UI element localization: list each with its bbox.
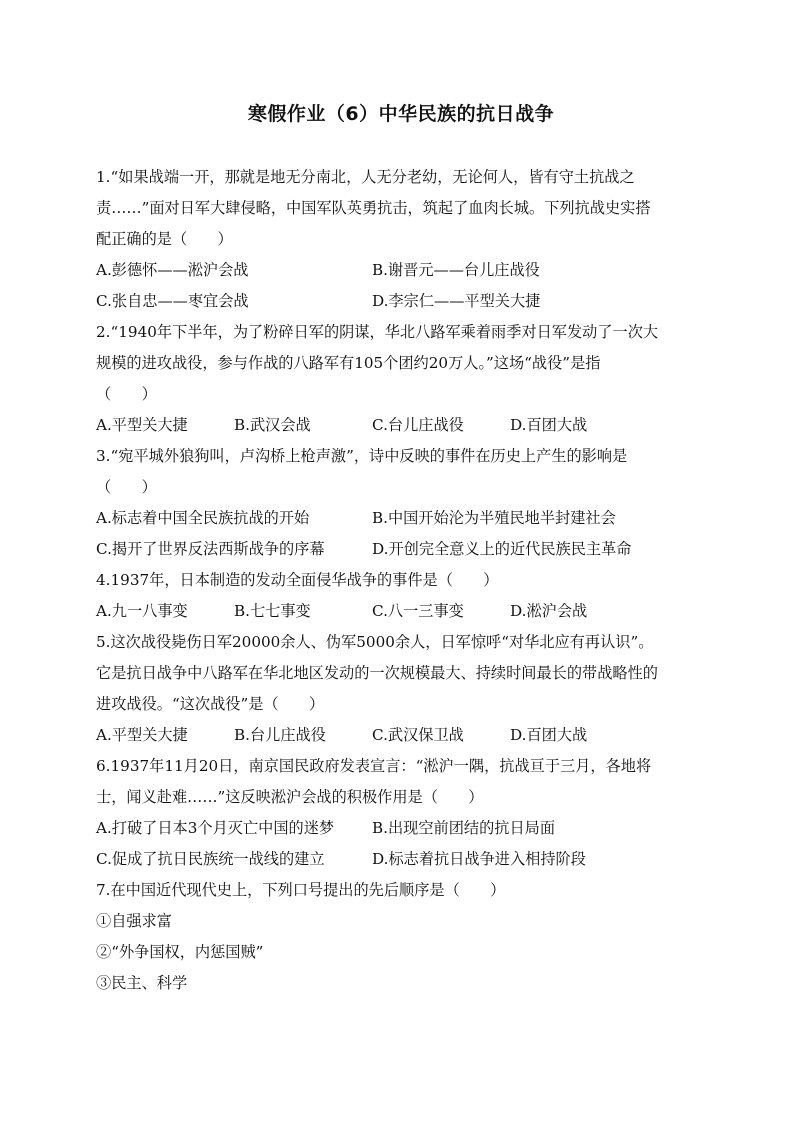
- question-4-option-a: A.九一八事变: [96, 602, 188, 620]
- question-2-stem-line-1: 2.“1940年下半年，为了粉碎日军的阴谋，华北八路军乘着雨季对日军发动了一次大: [96, 323, 659, 341]
- question-4-option-d: D.淞沪会战: [510, 602, 588, 620]
- question-5-option-c: C.武汉保卫战: [372, 726, 464, 744]
- document-page: [96, 0, 706, 1123]
- question-6-stem-line-2: 士，闻义赴难……”这反映淞沪会战的积极作用是（ ）: [96, 788, 484, 806]
- question-1-options-row-1: [96, 255, 706, 286]
- question-2-options-row: [96, 410, 706, 441]
- question-5-stem-line-1: 5.这次战役毙伤日军20000余人、伪军5000余人，日军惊呼“对华北应有再认识”。: [96, 633, 654, 651]
- question-4-options-row: [96, 596, 706, 627]
- question-3-options-row-2: [96, 534, 706, 565]
- question-5-option-a: A.平型关大捷: [96, 726, 188, 744]
- question-1-option-a: A.彭德怀——淞沪会战: [96, 261, 249, 279]
- page-title: 寒假作业（6）中华民族的抗日战争: [247, 103, 555, 125]
- question-6-options-row-2: [96, 844, 706, 875]
- question-7-item-1: ①自强求富: [96, 912, 172, 930]
- question-6-stem-line-1: 6.1937年11月20日，南京国民政府发表宣言：“淞沪一隅，抗战亘于三月，各地将: [96, 757, 652, 775]
- question-1-stem-line-3: 配正确的是（ ）: [96, 230, 233, 248]
- question-1-options-row-2: [96, 286, 706, 317]
- question-6-option-a: A.打破了日本3个月灭亡中国的迷梦: [96, 819, 335, 837]
- question-6-option-b: B.出现空前团结的抗日局面: [372, 819, 556, 837]
- question-3: [96, 441, 706, 565]
- question-7-item-3: ③民主、科学: [96, 974, 188, 992]
- question-3-option-d: D.开创完全意义上的近代民族民主革命: [372, 540, 632, 558]
- question-6: [96, 751, 706, 875]
- question-3-stem-line-1: 3.“宛平城外狼狗叫，卢沟桥上枪声激”，诗中反映的事件在历史上产生的影响是: [96, 447, 628, 465]
- question-4-option-b: B.七七事变: [234, 602, 311, 620]
- question-2-stem-line-3: （ ）: [96, 385, 157, 403]
- question-2-option-c: C.台儿庄战役: [372, 416, 464, 434]
- question-5-option-d: D.百团大战: [510, 726, 588, 744]
- question-5-option-b: B.台儿庄战役: [234, 726, 326, 744]
- question-1-stem-line-1: 1.“如果战端一开，那就是地无分南北，人无分老幼，无论何人，皆有守土抗战之: [96, 168, 635, 186]
- question-3-option-b: B.中国开始沦为半殖民地半封建社会: [372, 509, 616, 527]
- question-7-item-2: ②“外争国权，内惩国贼”: [96, 943, 264, 961]
- question-7-stem-line-1: 7.在中国近代现代史上，下列口号提出的先后顺序是（ ）: [96, 881, 506, 899]
- question-6-option-d: D.标志着抗日战争进入相持阶段: [372, 850, 586, 868]
- question-7: [96, 875, 706, 999]
- question-2: [96, 317, 706, 441]
- question-6-option-c: C.促成了抗日民族统一战线的建立: [96, 850, 325, 868]
- question-list: [96, 162, 706, 999]
- question-6-options-row-1: [96, 813, 706, 844]
- question-5-stem-line-3: 进攻战役。“这次战役”是（ ）: [96, 695, 325, 713]
- question-3-option-a: A.标志着中国全民族抗战的开始: [96, 509, 310, 527]
- question-1-stem-line-2: 责……”面对日军大肆侵略，中国军队英勇抗击，筑起了血肉长城。下列抗战史实搭: [96, 199, 651, 217]
- question-2-stem-line-2: 规模的进攻战役，参与作战的八路军有105个团约20万人。”这场“战役”是指: [96, 354, 601, 372]
- question-5: [96, 627, 706, 751]
- question-5-stem-line-2: 它是抗日战争中八路军在华北地区发动的一次规模最大、持续时间最长的带战略性的: [96, 664, 658, 682]
- question-2-option-d: D.百团大战: [510, 416, 588, 434]
- question-4: [96, 565, 706, 627]
- question-4-option-c: C.八一三事变: [372, 602, 464, 620]
- question-2-option-a: A.平型关大捷: [96, 416, 188, 434]
- question-2-option-b: B.武汉会战: [234, 416, 311, 434]
- question-1-option-b: B.谢晋元——台儿庄战役: [372, 261, 540, 279]
- question-3-stem-line-2: （ ）: [96, 478, 157, 496]
- question-3-options-row-1: [96, 503, 706, 534]
- question-1-option-d: D.李宗仁——平型关大捷: [372, 292, 541, 310]
- question-3-option-c: C.揭开了世界反法西斯战争的序幕: [96, 540, 325, 558]
- question-4-stem-line-1: 4.1937年，日本制造的发动全面侵华战争的事件是（ ）: [96, 571, 499, 589]
- question-1: [96, 162, 706, 317]
- question-5-options-row: [96, 720, 706, 751]
- question-1-option-c: C.张自忠——枣宜会战: [96, 292, 249, 310]
